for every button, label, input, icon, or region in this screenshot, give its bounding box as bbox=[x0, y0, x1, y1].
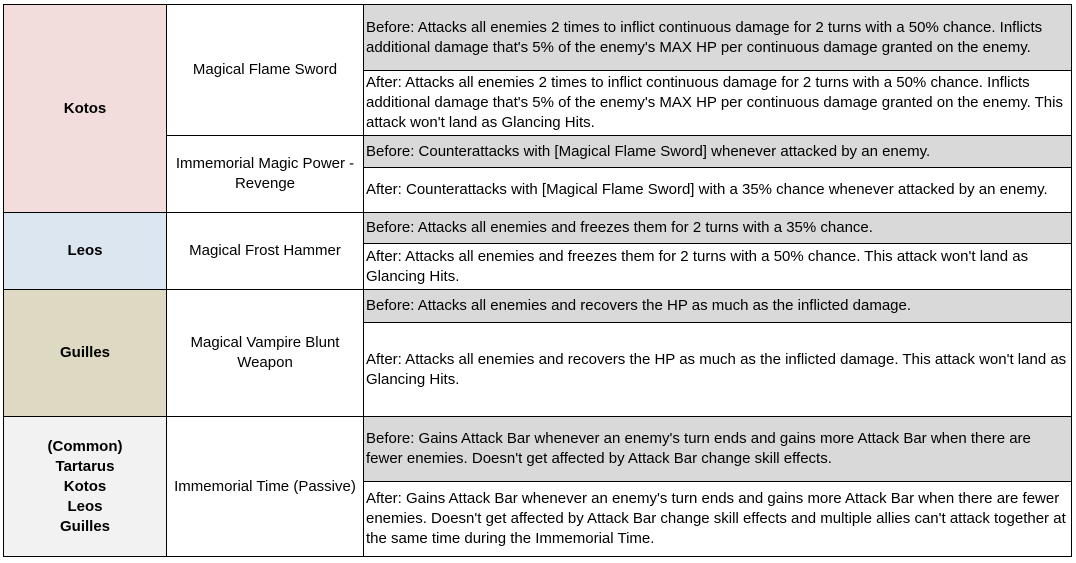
skill-name: Magical Frost Hammer bbox=[189, 242, 341, 259]
table-row bbox=[4, 5, 1072, 71]
after-description-cell bbox=[364, 71, 1072, 136]
skill-name-cell bbox=[167, 136, 364, 213]
character-line: Leos bbox=[67, 497, 103, 515]
character-cell-leos bbox=[4, 213, 167, 290]
character-cell-guilles bbox=[4, 290, 167, 417]
before-description: Before: Attacks all enemies and recovers the HP as much as the inflicted damage. bbox=[366, 297, 912, 314]
character-name: Leos bbox=[67, 242, 103, 259]
after-description-cell bbox=[364, 168, 1072, 213]
skill-name-cell bbox=[167, 213, 364, 290]
before-description-cell bbox=[364, 5, 1072, 71]
table-row bbox=[4, 213, 1072, 244]
after-description: After: Counterattacks with [Magical Flame Sword] with a 35% chance whenever attacked by an enemy. bbox=[366, 181, 1048, 198]
character-cell-kotos bbox=[4, 5, 167, 213]
after-description: After: Gains Attack Bar whenever an enemy's turn ends and gains more Attack Bar when there are fewer enemies. Doesn't get affected by Attack Bar change skill effects and multiple allies can't attack together at the same time during the Immemorial Time. bbox=[366, 490, 1066, 547]
before-description-cell bbox=[364, 417, 1072, 482]
character-name: Kotos bbox=[63, 99, 107, 117]
after-description-cell bbox=[364, 323, 1072, 417]
before-description-cell bbox=[364, 136, 1072, 168]
character-line: Tartarus bbox=[55, 457, 115, 475]
after-description: After: Attacks all enemies and recovers the HP as much as the inflicted damage. This attack won't land as Glancing Hits. bbox=[366, 350, 1067, 388]
skill-name-cell bbox=[167, 5, 364, 136]
before-description: Before: Gains Attack Bar whenever an enemy's turn ends and gains more Attack Bar when there are fewer enemies. Doesn't get affected by Attack Bar change skill effects. bbox=[366, 430, 1031, 467]
skill-changes-table-wrapper bbox=[3, 4, 1072, 557]
character-line: Kotos bbox=[63, 477, 107, 495]
character-cell-common bbox=[4, 417, 167, 557]
before-description-cell bbox=[364, 290, 1072, 323]
table-row bbox=[4, 290, 1072, 323]
character-line: (Common) bbox=[47, 437, 123, 455]
skill-changes-table bbox=[3, 4, 1072, 557]
before-description: Before: Counterattacks with [Magical Flame Sword] whenever attacked by an enemy. bbox=[366, 142, 931, 160]
table-row bbox=[4, 417, 1072, 482]
character-line: Guilles bbox=[59, 517, 111, 535]
skill-name: Immemorial Time (Passive) bbox=[174, 477, 356, 495]
skill-name: Immemorial Magic Power - Revenge bbox=[175, 155, 355, 192]
after-description-cell bbox=[364, 482, 1072, 557]
before-description: Before: Attacks all enemies 2 times to inflict continuous damage for 2 turns with a 50% chance. Inflicts additional damage that's 5% of the enemy's MAX HP per continuous damage granted on the enemy. bbox=[366, 18, 1043, 56]
character-name: Guilles bbox=[59, 344, 111, 361]
skill-name-cell bbox=[167, 290, 364, 417]
skill-name: Magical Flame Sword bbox=[192, 61, 338, 78]
after-description: After: Attacks all enemies 2 times to inflict continuous damage for 2 turns with a 50% chance. Inflicts additional damage that's 5% of the enemy's MAX HP per continuous damage granted on the enemy. This attack won't land as Glancing Hits. bbox=[366, 74, 1063, 131]
before-description-cell bbox=[364, 213, 1072, 244]
skill-name-cell bbox=[167, 417, 364, 557]
before-description: Before: Attacks all enemies and freezes them for 2 turns with a 35% chance. bbox=[366, 219, 873, 236]
after-description-cell bbox=[364, 244, 1072, 290]
after-description: After: Attacks all enemies and freezes them for 2 turns with a 50% chance. This attack won't land as Glancing Hits. bbox=[366, 247, 1029, 285]
skill-name: Magical Vampire Blunt Weapon bbox=[190, 334, 340, 371]
